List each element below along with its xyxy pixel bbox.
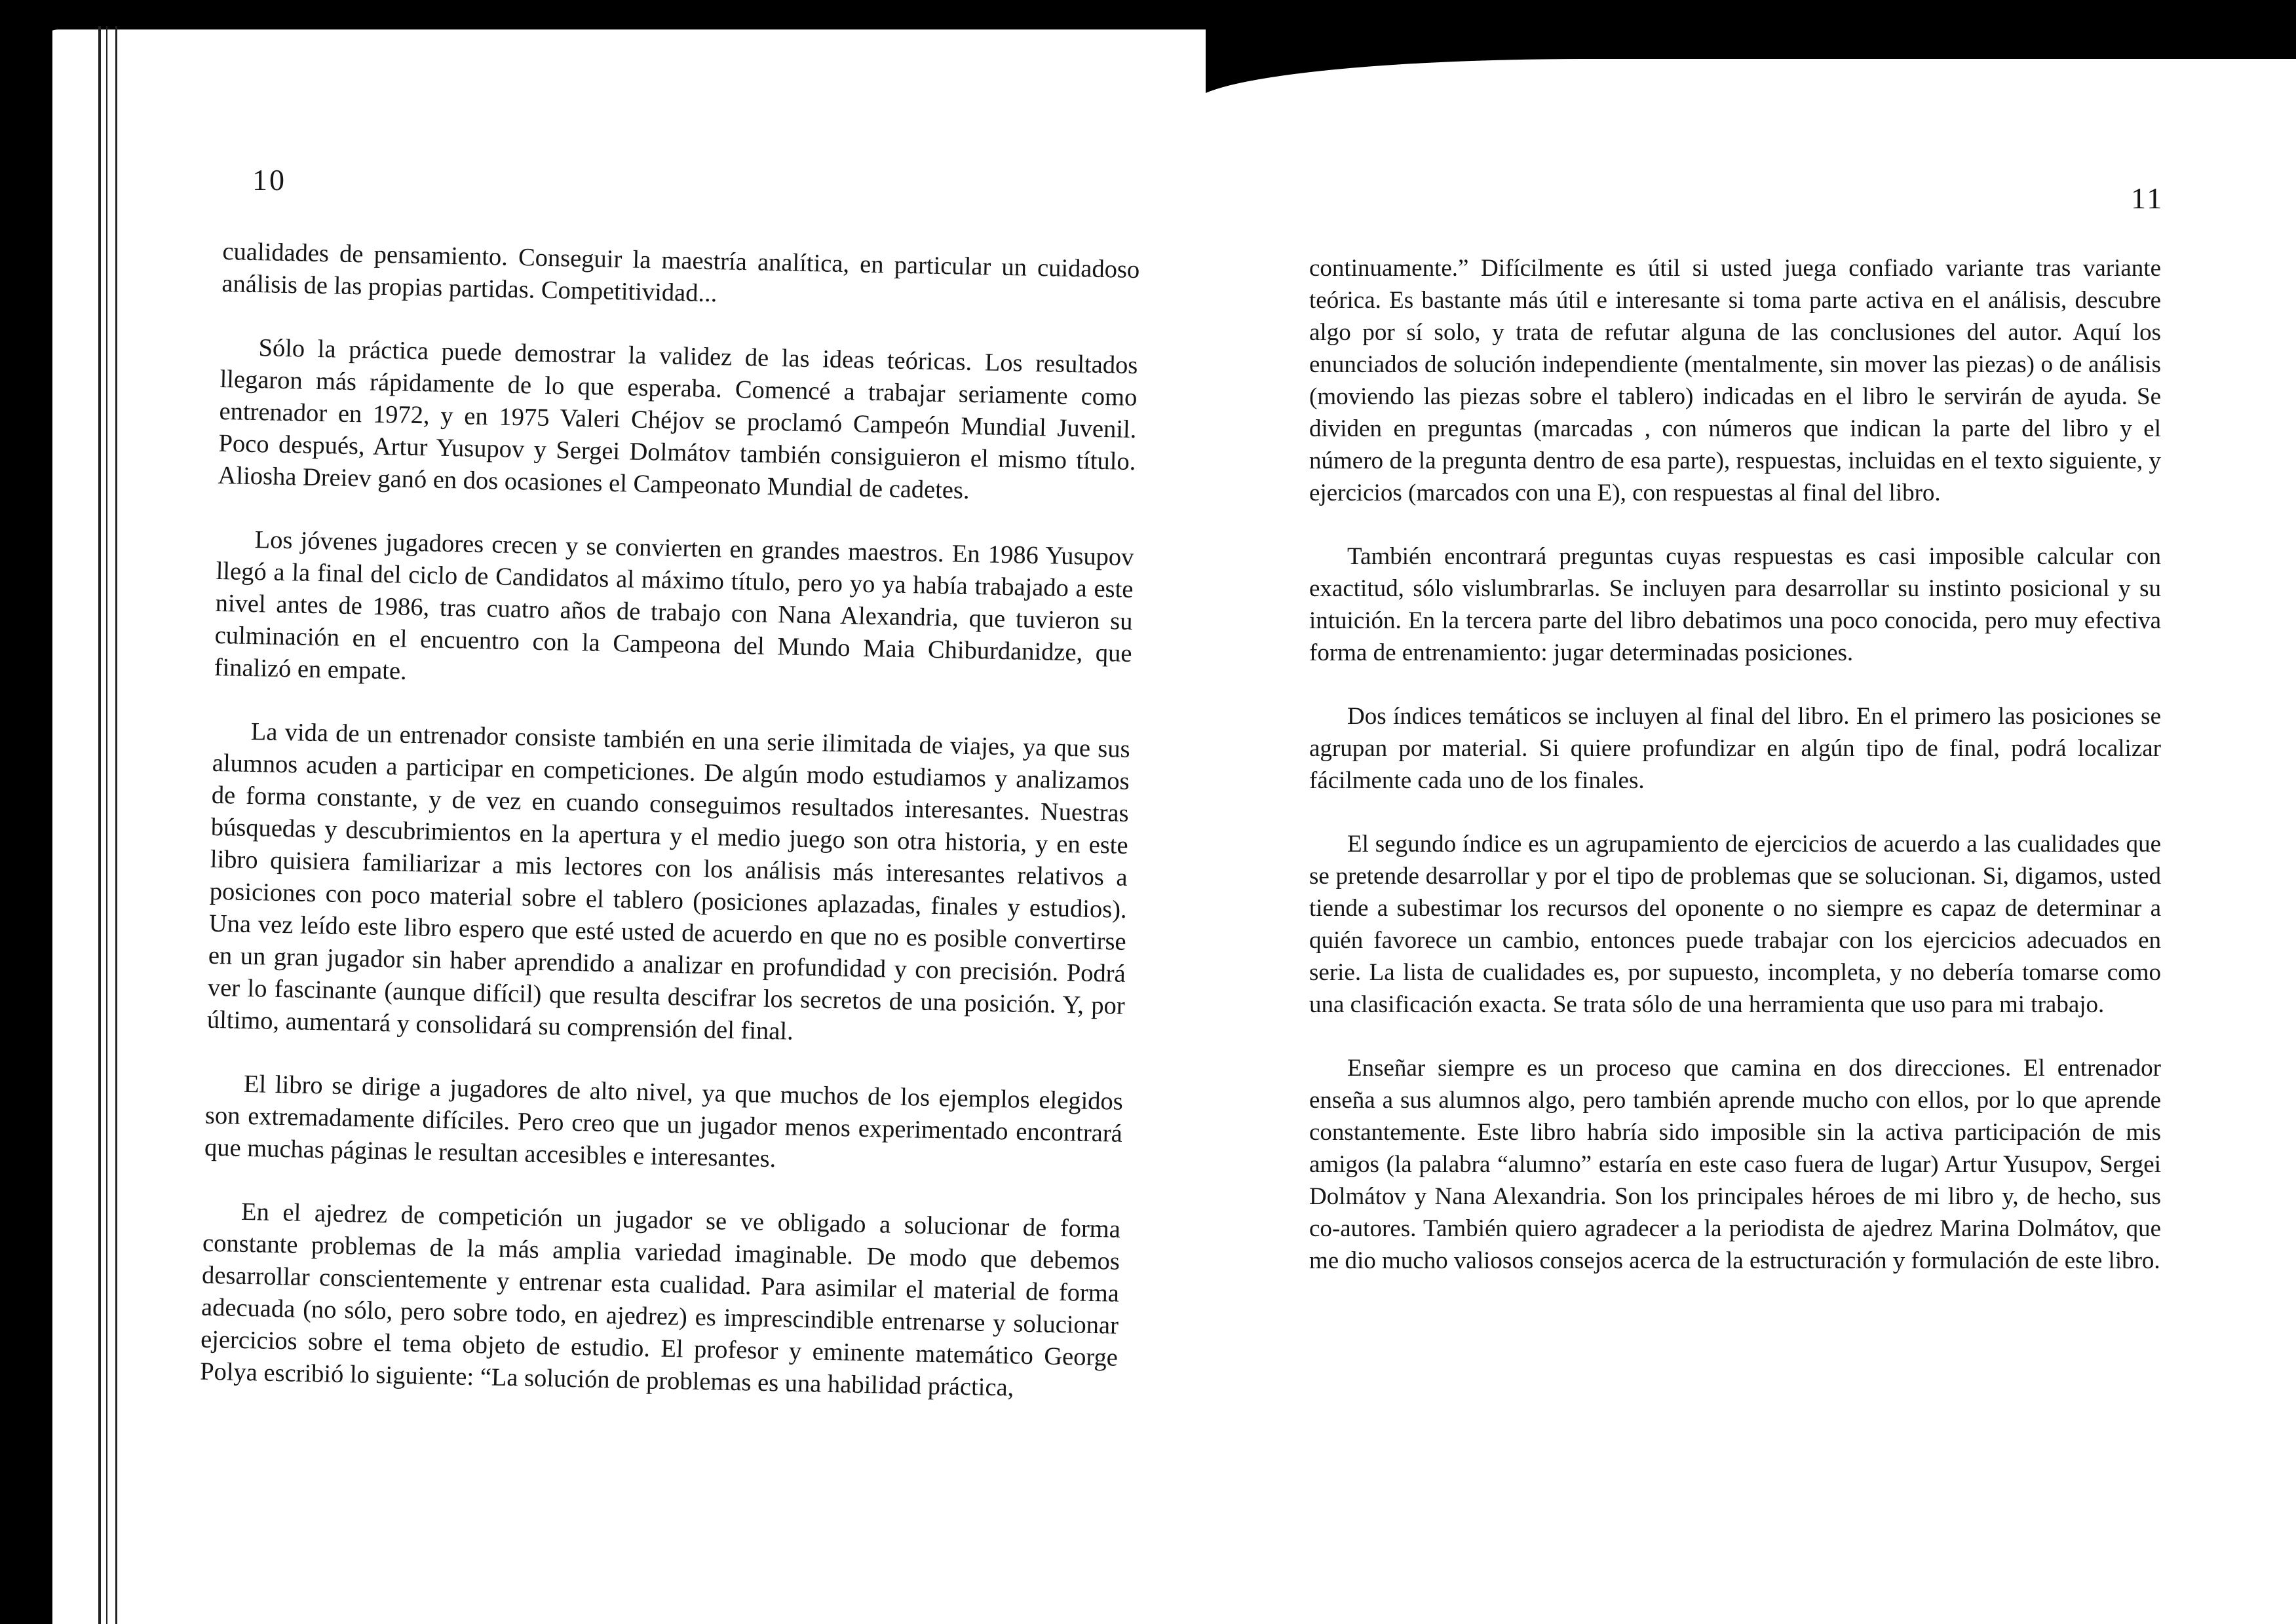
paragraph: cualidades de pensamiento. Conseguir la maestría analítica, en particular un cuidadoso análisis de las propias partidas. Competitividad... <box>221 237 1140 308</box>
page-number: 10 <box>252 163 286 197</box>
paragraph: Dos índices temáticos se incluyen al final del libro. En el primero las posiciones se agrupan por material. Si quiere profundizar en algún tipo de final, podrá localizar fácilmente cada uno de los finales. <box>1309 703 2161 794</box>
paragraph: Sólo la práctica puede demostrar la validez de las ideas teóricas. Los resultados llegaron más rápidamente de lo que esperaba. Comencé a trabajar seriamente como entrenador en 1972, y en 1975 Valeri Chéjov se proclamó Campeón Mundial Juvenil. Poco después, Artur Yusupov y Sergei Dolmátov también consiguieron el mismo título. Aliosha Dreiev ganó en dos ocasiones el Campeonato Mundial de cadetes. <box>218 334 1138 504</box>
page-number: 11 <box>2131 181 2164 215</box>
scan-border-left <box>0 0 52 1624</box>
paragraph: La vida de un entrenador consiste también en una serie ilimitada de viajes, ya que sus alumnos acuden a participar en competiciones. De algún modo estudiamos y analizamos de forma constante, y de vez en cuando conseguimos resultados interesantes. Nuestras búsquedas y descubrimientos en la apertura y el medio juego son otra historia, y en este libro quisiera familiarizar a mis lectores con los análisis más interesantes relativos a posiciones con poco material sobre el tablero (posiciones aplazadas, finales y estudios). Una vez leído este libro espero que esté usted de acuerdo en que no es posible convertirse en un gran jugador sin haber aprendido a analizar en profundidad y con precisión. Podrá ver lo fascinante (aunque difícil) que resulta descifrar los secretos de una posición. Y, por último, aumentará y consolidará su comprensión del final. <box>206 718 1130 1046</box>
left-page <box>197 0 1140 1624</box>
paragraph: El segundo índice es un agrupamiento de ejercicios de acuerdo a las cualidades que se pretende desarrollar y por el tipo de problemas que se solucionan. Si, digamos, usted tiende a subestimar los recursos del oponente o no siempre es capaz de determinar a quién favorece un cambio, entonces puede trabajar con los ejercicios adecuados en serie. La lista de cualidades es, por supuesto, incompleta, y no debería tomarse como una clasificación exacta. Se trata sólo de una herramienta que uso para mi trabajo. <box>1309 831 2161 1018</box>
text-column <box>199 236 1140 1438</box>
paragraph: Los jóvenes jugadores crecen y se convierten en grandes maestros. En 1986 Yusupov llegó a la final del ciclo de Candidatos al máximo título, pero yo ya había trabajado a este nivel antes de 1986, tras cuatro años de trabajo con Nana Alexandria, que tuvieron su culminación en el encuentro con la Campeona del Mundo Maia Chiburdanidze, que finalizó en empate. <box>214 526 1134 685</box>
spine-line <box>98 26 101 1624</box>
text-column <box>1309 252 2161 1308</box>
spine-line <box>115 26 117 1624</box>
spine-line <box>106 26 107 1624</box>
paragraph: El libro se dirige a jugadores de alto nivel, ya que muchos de los ejemplos elegidos son extremadamente difíciles. Pero creo que un jugador menos experimentado encontrará que muchas páginas le resultan accesibles e interesantes. <box>204 1070 1124 1173</box>
right-page <box>1304 0 2175 1624</box>
paragraph: También encontrará preguntas cuyas respuestas es casi imposible calcular con exactitud, sólo vislumbrarlas. Se incluyen para desarrollar su instinto posicional y su intuición. En la tercera parte del libro debatimos una poco conocida, pero muy efectiva forma de entrenamiento: jugar determinadas posiciones. <box>1309 543 2161 666</box>
paragraph: En el ajedrez de competición un jugador se ve obligado a solucionar de forma constante problemas de la más amplia variedad imaginable. De modo que debemos desarrollar conscientemente y entrenar esta cualidad. Para asimilar el material de forma adecuada (no sólo, pero sobre todo, en ajedrez) es imprescindible entrenarse y solucionar ejercicios sobre el tema objeto de estudio. El profesor y eminente matemático George Polya escribió lo siguiente: “La solución de problemas es una habilidad práctica, <box>199 1198 1121 1402</box>
paragraph: Enseñar siempre es un proceso que camina en dos direcciones. El entrenador enseña a sus alumnos algo, pero también aprende mucho con ellos, por lo que aprende constantemente. Este libro habría sido imposible sin la activa participación de mis amigos (la palabra “alumno” estaría en este caso fuera de lugar) Artur Yusupov, Sergei Dolmátov y Nana Alexandria. Son los principales héroes de mi libro y, de hecho, sus co-autores. También quiero agradecer a la periodista de ajedrez Marina Dolmátov, que me dio mucho valiosos consejos acerca de la estructuración y formulación de este libro. <box>1309 1055 2161 1274</box>
paragraph: continuamente.” Difícilmente es útil si usted juega confiado variante tras variante teórica. Es bastante más útil e interesante si toma parte activa en el análisis, descubre algo por sí solo, y trata de refutar alguna de las conclusiones del autor. Aquí los enunciados de solución independiente (mentalmente, sin mover las piezas) o de análisis (moviendo las piezas sobre el tablero) indicadas en el libro le servirán de ayuda. Se dividen en preguntas (marcadas , con números que indican la parte del libro y el número de la pregunta dentro de esa parte), respuestas, incluidas en el texto siguiente, y ejercicios (marcados con una E), con respuestas al final del libro. <box>1309 255 2161 506</box>
